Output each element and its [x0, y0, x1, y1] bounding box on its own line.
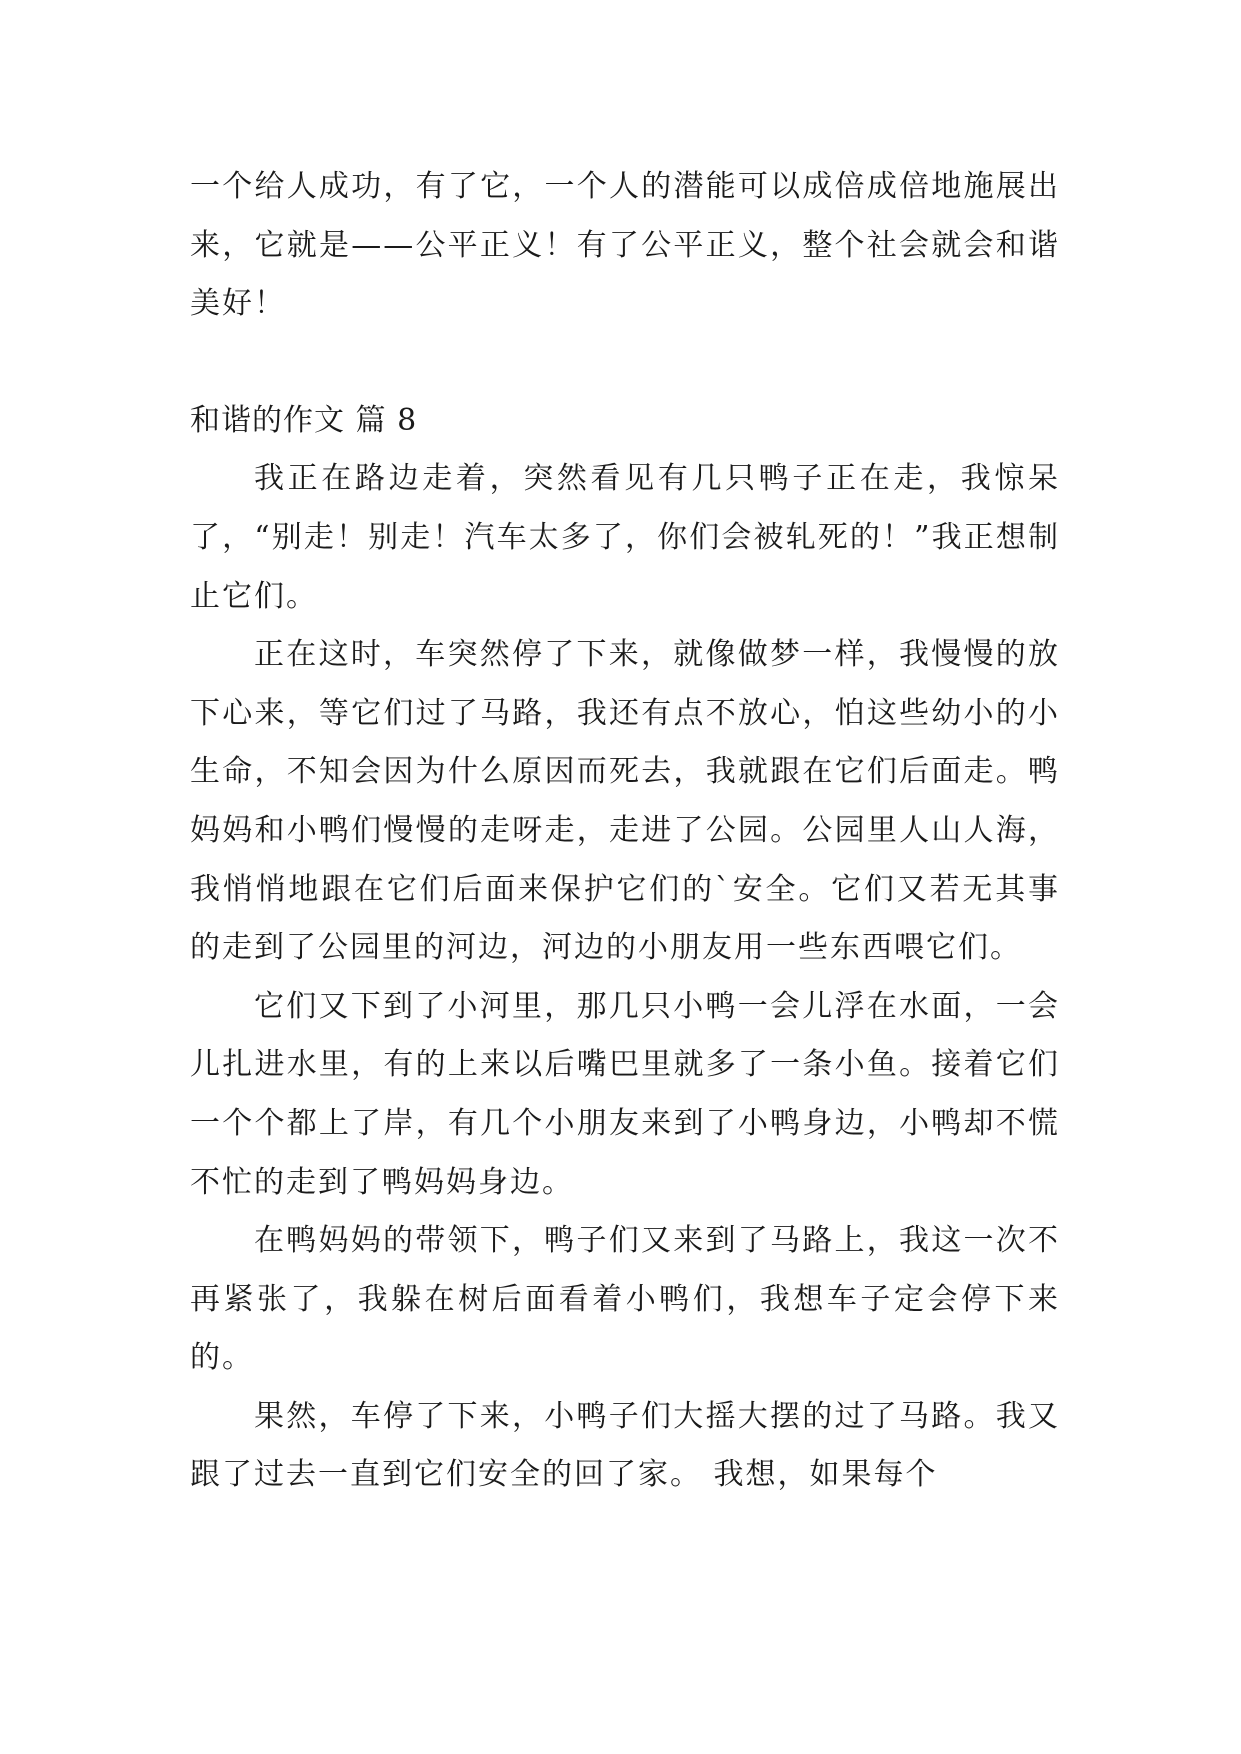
paragraph-1: 我正在路边走着，突然看见有几只鸭子正在走，我惊呆了，“别走！别走！汽车太多了，你们会被轧死的！”我正想制止它们。: [190, 461, 1060, 614]
section-title: 和谐的作文 篇 8: [190, 402, 418, 438]
intro-paragraph: 一个给人成功，有了它，一个人的潜能可以成倍成倍地施展出来，它就是——公平正义！有了公平正义，整个社会就会和谐美好！: [190, 169, 1060, 322]
paragraph-2: 正在这时，车突然停了下来，就像做梦一样，我慢慢的放下心来，等它们过了马路，我还有点不放心，怕这些幼小的小生命，不知会因为什么原因而死去，我就跟在它们后面走。鸭妈妈和小鸭们慢慢的走呀走，走进了公园。公园里人山人海，我悄悄地跟在它们后面来保护它们的`安全。它们又若无其事的走到了公园里的河边，河边的小朋友用一些东西喂它们。: [190, 637, 1060, 966]
document-body: [190, 158, 1060, 1505]
paragraph-4: 在鸭妈妈的带领下，鸭子们又来到了马路上，我这一次不再紧张了，我躲在树后面看着小鸭们，我想车子定会停下来的。: [190, 1223, 1060, 1376]
paragraph-5: 果然，车停了下来，小鸭子们大摇大摆的过了马路。我又跟了过去一直到它们安全的回了家。 我想，如果每个: [190, 1398, 1060, 1493]
paragraph-3: 它们又下到了小河里，那几只小鸭一会儿浮在水面，一会儿扎进水里，有的上来以后嘴巴里就多了一条小鱼。接着它们一个个都上了岸，有几个小朋友来到了小鸭身边，小鸭却不慌不忙的走到了鸭妈妈身边。: [190, 988, 1060, 1200]
